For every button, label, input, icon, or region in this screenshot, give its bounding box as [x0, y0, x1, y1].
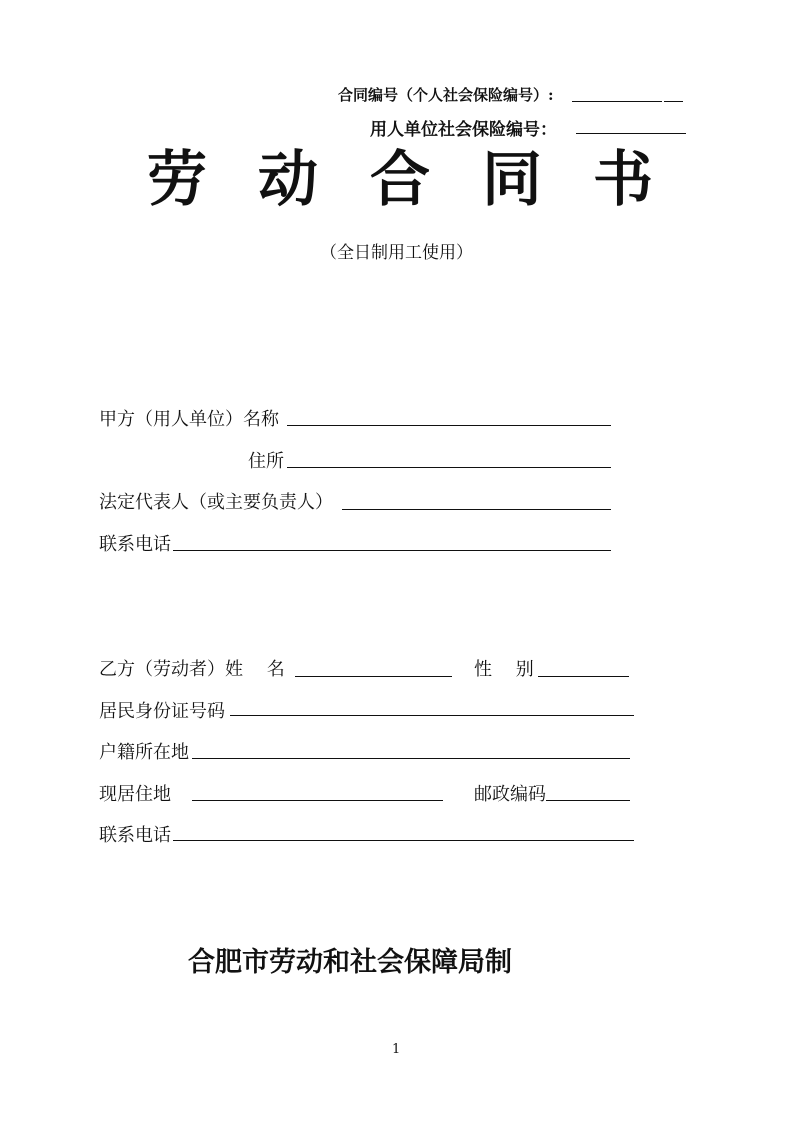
title-char-2: 动	[258, 145, 318, 215]
party-b-residence-label: 现居住地	[99, 784, 171, 805]
contract-number-field-suffix[interactable]	[664, 101, 683, 102]
title-char-3: 合	[370, 145, 430, 215]
party-a-address-field[interactable]	[287, 467, 611, 468]
title-char-5: 书	[593, 145, 653, 215]
party-a-legal-rep-field[interactable]	[342, 509, 611, 510]
party-b-postcode-field[interactable]	[546, 800, 630, 801]
party-b-gender-field[interactable]	[538, 676, 629, 677]
party-a-phone-field[interactable]	[173, 550, 611, 551]
party-b-gender-label: 性 别	[474, 659, 534, 680]
employer-insurance-number-label: 用人单位社会保险编号：	[370, 120, 557, 140]
party-a-address-label: 住所	[248, 451, 284, 472]
party-a-name-field[interactable]	[287, 425, 611, 426]
document-subtitle: （全日制用工使用）	[320, 243, 473, 263]
employer-insurance-number-field[interactable]	[576, 133, 686, 134]
party-a-phone-label: 联系电话	[99, 534, 171, 555]
page-number: 1	[392, 1042, 401, 1057]
title-char-4: 同	[482, 145, 542, 215]
party-a-legal-rep-label: 法定代表人（或主要负责人）	[99, 492, 333, 513]
party-b-hukou-label: 户籍所在地	[99, 742, 189, 763]
contract-number-label: 合同编号（个人社会保险编号）:	[338, 86, 554, 104]
party-a-name-label: 甲方（用人单位）名称	[99, 409, 279, 430]
party-b-phone-label: 联系电话	[99, 825, 171, 846]
party-b-name-label: 乙方（劳动者）姓 名	[99, 659, 285, 680]
party-b-postcode-label: 邮政编码	[474, 784, 546, 805]
party-b-hukou-field[interactable]	[192, 758, 630, 759]
party-b-phone-field[interactable]	[173, 840, 634, 841]
party-b-residence-field[interactable]	[192, 800, 443, 801]
contract-number-field[interactable]	[572, 101, 662, 102]
issuing-authority: 合肥市劳动和社会保障局制	[188, 947, 512, 978]
title-char-1: 劳	[147, 145, 207, 215]
party-b-name-field[interactable]	[295, 676, 452, 677]
party-b-id-label: 居民身份证号码	[99, 701, 225, 722]
party-b-id-field[interactable]	[230, 715, 634, 716]
